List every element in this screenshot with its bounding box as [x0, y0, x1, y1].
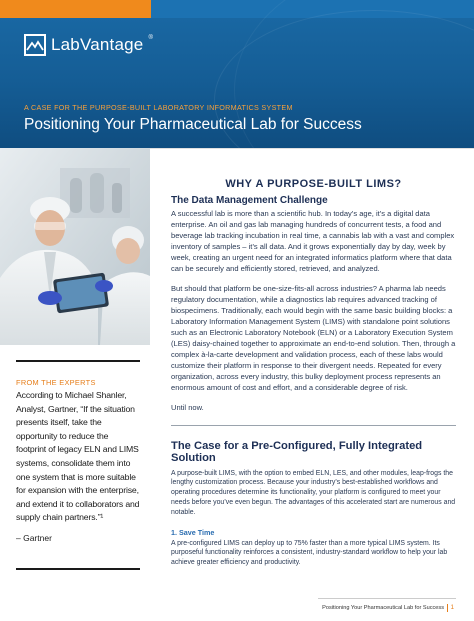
section-subheading: The Data Management Challenge: [171, 195, 328, 206]
body-paragraph: A successful lab is more than a scientific hub. In today’s age, it’s a digital data enterprise. An oil and gas lab managing hundreds of concurrent tests, a food and beverage lab tracking incubation in real time, a cannabis lab with a vast and complex inventory of samples – it’s all data. And it grows exponentially day by day, week by week, creating an urgent need for an integrated informatics platform where that data can be securely and efficiently stored, retrieved, and analyzed.: [171, 209, 455, 274]
lab-scientists-photo: [0, 148, 150, 345]
labvantage-logo: [24, 34, 153, 56]
page-footer: [0, 598, 474, 621]
body-paragraph: A purpose-built LIMS, with the option to embed ELN, LES, and other modules, leap-frogs the lengthy customization process. Because your industry’s best-established workflows and operating procedures determine its functionality, your platform is configured to meet your needs before you’ve even begun. The advantages of this accelerated start are numerous and notable.: [171, 469, 456, 516]
column-top-rule: [150, 148, 474, 149]
trademark-mark: ®: [148, 35, 154, 41]
section-heading: The Case for a Pre-Configured, Fully Integrated Solution: [171, 439, 423, 464]
header-banner: [0, 0, 474, 148]
footer-title: Positioning Your Pharmaceutical Lab for Success: [322, 605, 444, 611]
main-content: [171, 178, 456, 568]
footer-separator: [447, 604, 448, 612]
header-accent-bar: [0, 0, 151, 18]
expert-quote-box: [16, 360, 140, 570]
page-number: 1: [450, 604, 454, 611]
section-heading: WHY A PURPOSE-BUILT LIMS?: [225, 178, 402, 190]
expert-attribution: – Gartner: [16, 532, 52, 543]
header-kicker: A CASE FOR THE PURPOSE-BUILT LABORATORY INFORMATICS SYSTEM: [24, 103, 293, 112]
section-divider: [171, 425, 456, 426]
expert-quote: According to Michael Shanler, Analyst, Gartner, “If the situation presents itself, take the opportunity to reduce the footprint of legacy ELN and LIMS systems, consolidate them into one system that is more suitable for expansion with the enterprise, and extend it to collaborators and supply chain partners.”¹: [16, 390, 140, 523]
logo-mark-icon: [24, 34, 46, 56]
expert-kicker: FROM THE EXPERTS: [16, 378, 96, 387]
body-paragraph: But should that platform be one-size-fits-all across industries? A pharma lab needs regulatory documentation, while a diagnostics lab requires advanced tracking of biospecimens. Traditionally, each would begin with the same basic building blocks: a Laboratory Information Management System (LIMS) with standalone point solutions such as an Electronic Laboratory Notebook (ELN) or a Laboratory Execution System (LES) daisy-chained together to approximate an end-to-end solution. Then, through a complex à-la-carte development and validation process, each of these labs would customize their platform in response to their divergent needs. Repeated for every organization, across every industry, this bulky deployment process represents an enormous amount of cost and effort, and a considerable degree of risk.: [171, 283, 456, 393]
list-item-text: A pre-configured LIMS can deploy up to 75% faster than a more typical LIMS system. Its purposeful functionality reinforces a consistent, industry-standard workflow to help your lab achieve greater efficiency and productivity.: [171, 539, 448, 567]
footer-rule: [318, 598, 456, 599]
body-paragraph: Until now.: [171, 402, 204, 412]
logo-text: LabVantage: [51, 35, 144, 54]
page-title: Positioning Your Pharmaceutical Lab for Success: [24, 116, 362, 133]
list-item-heading: 1. Save Time: [171, 527, 215, 537]
